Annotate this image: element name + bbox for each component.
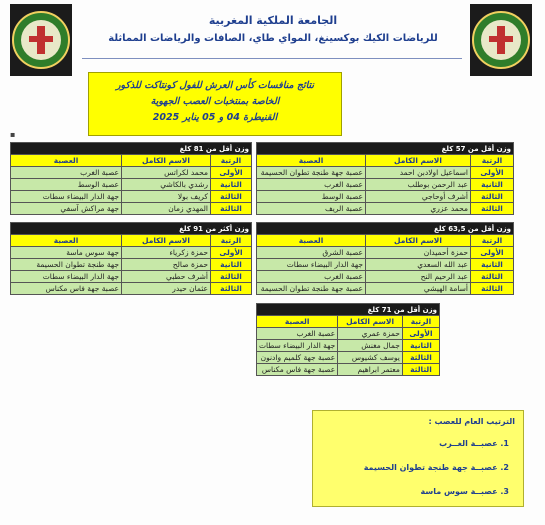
- table-row: الثالثة معتمر ابراهيم عصبة جهة فاس مكناس: [257, 364, 440, 376]
- table-row: الأولى حمزة أحميدان عصبة الشرق: [257, 247, 514, 259]
- col-league: العصبة: [11, 235, 122, 247]
- table-81kg: [10, 142, 252, 215]
- weight-label: وزن أقل من 81 كلغ: [11, 143, 252, 155]
- col-name: الاسم الكامل: [122, 155, 211, 167]
- weight-label: وزن أكثر من 91 كلغ: [11, 223, 252, 235]
- col-league: العصبة: [257, 235, 366, 247]
- col-name: الاسم الكامل: [338, 316, 403, 328]
- col-league: العصبة: [257, 316, 338, 328]
- weight-label: وزن أقل من 71 كلغ: [257, 304, 440, 316]
- table-row: الأولى حمزة زكرياء جهة سوس ماسة: [11, 247, 252, 259]
- table-71kg: [256, 303, 440, 376]
- col-rank: الرتبة: [211, 155, 252, 167]
- table-row: الثانية جمال مغنش جهة الدار البيضاء سطات: [257, 340, 440, 352]
- results-title-box: [88, 72, 342, 136]
- table-row: الثالثة كريف بولا جهة الدار البيضاء سطات: [11, 191, 252, 203]
- table-row: الثانية رشدي بالكاشي عصبة الوسط: [11, 179, 252, 191]
- ranking-title: الترتيب العام للعصب :: [428, 417, 515, 426]
- ranking-item-2: 2. عصبــة جهة طنجة تطوان الحسيمة: [363, 463, 509, 472]
- col-name: الاسم الكامل: [366, 155, 471, 167]
- col-rank: الرتبة: [211, 235, 252, 247]
- col-league: العصبة: [257, 155, 366, 167]
- col-rank: الرتبة: [471, 155, 514, 167]
- table-row: الثانية حمزة صالح جهة طنجة تطوان الحسيمة: [11, 259, 252, 271]
- table-row: الأولى محمد لكراتس عصبة الغرب: [11, 167, 252, 179]
- col-rank: الرتبة: [471, 235, 514, 247]
- federation-logo-icon: [10, 4, 72, 76]
- table-row: الثالثة عثمان حيدر عصبة جهة فاس مكناس: [11, 283, 252, 295]
- federation-name: الجامعة الملكية المغربية: [208, 14, 338, 27]
- federation-logo-icon: [470, 4, 532, 76]
- table-row: الثانية عبد الرحمن بوطلب عصبة الغرب: [257, 179, 514, 191]
- col-league: العصبة: [11, 155, 122, 167]
- table-row: الثانية عبد الله السعدي جهة الدار البيضاء سطات: [257, 259, 514, 271]
- table-row: الثالثة أشرف أوحاجي عصبة الوسط: [257, 191, 514, 203]
- col-rank: الرتبة: [402, 316, 439, 328]
- table-91kg: [10, 222, 252, 295]
- table-57kg: [256, 142, 514, 215]
- weight-label: وزن أقل من 63,5 كلغ: [257, 223, 514, 235]
- general-ranking-box: [312, 410, 524, 507]
- cell-marker: ▪: [10, 130, 16, 139]
- weight-label: وزن أقل من 57 كلغ: [257, 143, 514, 155]
- table-row: الثالثة محمد عزري عصبة الريف: [257, 203, 514, 215]
- table-row: الأولى اسماعيل اولادبن احمد عصبة جهة طنجة تطوان الحسيمة: [257, 167, 514, 179]
- col-name: الاسم الكامل: [122, 235, 211, 247]
- col-name: الاسم الكامل: [366, 235, 471, 247]
- ranking-item-3: 3. عصبــة سوس ماسة: [420, 487, 509, 496]
- table-row: الثالثة أسامة الهيشي عصبة جهة طنجة تطوان الحسيمة: [257, 283, 514, 295]
- table-row: الثالثة عبد الرحيم النح عصبة الغرب: [257, 271, 514, 283]
- header-divider: [82, 58, 462, 59]
- title-line-3: القنيطرة 04 و 05 يناير 2025: [152, 112, 278, 123]
- title-line-2: الخاصة بمنتخبات العصب الجهوية: [150, 96, 280, 107]
- table-row: الثالثة المهدي زمان جهة مراكش آسفي: [11, 203, 252, 215]
- title-line-1: نتائج منافسات كأس العرش للفول كونتاكت للذكور: [115, 80, 315, 91]
- table-row: الثالثة أشرف حطبي جهة الدار البيضاء سطات: [11, 271, 252, 283]
- table-63-5kg: [256, 222, 514, 295]
- ranking-item-1: 1. عصبــة الغــرب: [439, 439, 509, 448]
- federation-sports: للرياضات الكيك بوكسينغ، المواي طاي، الصافات والرياضات المماثلة: [108, 33, 438, 44]
- table-row: الأولى حمزة عمري عصبة الغرب: [257, 328, 440, 340]
- table-row: الثالثة يوسف كشيوس عصبة جهة كلميم وادنون: [257, 352, 440, 364]
